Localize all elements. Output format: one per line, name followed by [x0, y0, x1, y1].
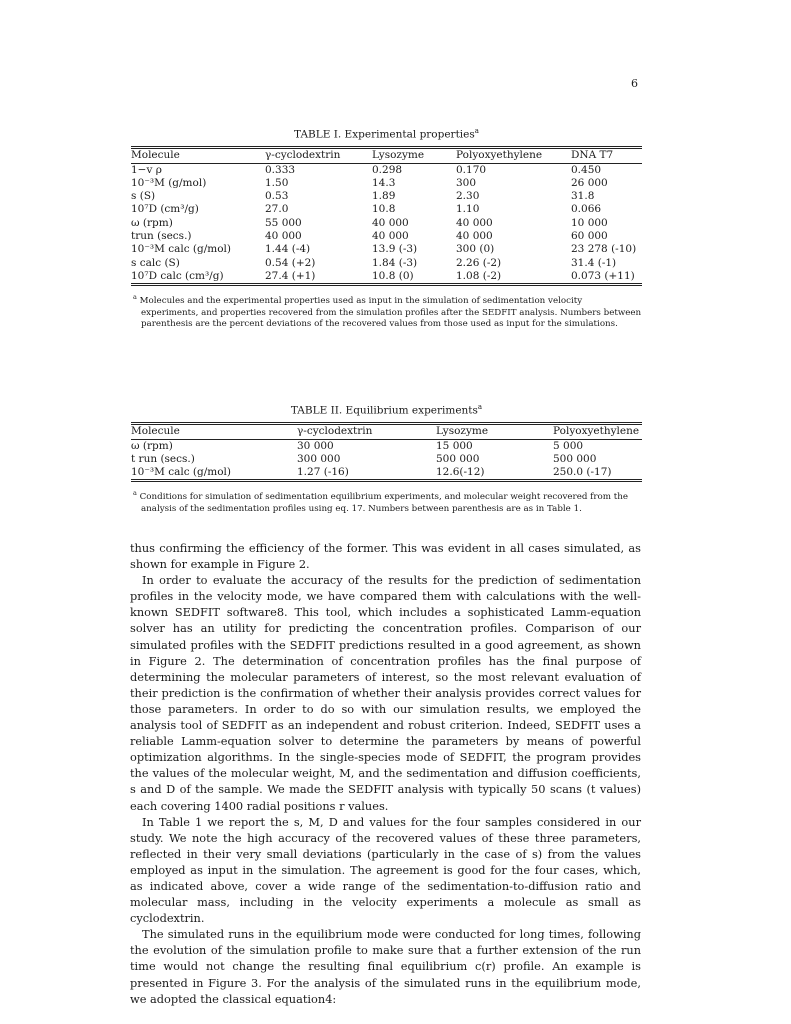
table-cell: 27.0	[265, 203, 289, 216]
column-header: γ-cyclodextrin	[265, 147, 372, 163]
table-cell: 10⁻³M (g/mol)	[131, 176, 207, 189]
table-2-footnote: $^a$ Conditions for simulation of sedimentation equilibrium experiments, and molecular weight recovered from the analysis of the sedimentation profiles using eq. 17. Numbers between parenthesis are as in Table 1.	[133, 489, 628, 514]
table-row	[131, 270, 642, 285]
table-cell: 10 000	[571, 216, 608, 229]
page-number: 6	[631, 77, 638, 90]
table-row	[131, 163, 642, 177]
body-text	[130, 540, 641, 1007]
table-cell: 0.298	[372, 163, 403, 176]
table-row	[131, 190, 642, 203]
column-header: Lysozyme	[436, 423, 553, 439]
table-cell: 10.8 (0)	[372, 269, 414, 282]
table-cell: 10⁻³M calc (g/mol)	[131, 466, 232, 479]
column-header: Lysozyme	[372, 147, 456, 163]
table-cell: 1−v ρ	[131, 163, 162, 176]
table-cell: 0.54 (+2)	[265, 256, 316, 269]
table-2	[131, 403, 642, 515]
table-cell: 13.9 (-3)	[372, 243, 418, 256]
table-row	[131, 230, 642, 243]
table-cell: trun (secs.)	[131, 229, 192, 242]
table-1-grid	[131, 146, 642, 287]
table-cell: 1.50	[265, 176, 289, 189]
table-row	[131, 203, 642, 216]
table-cell: 10⁷D (cm³/g)	[131, 203, 199, 216]
table-cell: 27.4 (+1)	[265, 269, 316, 282]
table-header-row	[131, 423, 642, 439]
table-cell: 12.6(-12)	[436, 466, 485, 479]
column-header: Polyoxyethylene	[456, 147, 571, 163]
table-cell: 1.89	[372, 190, 396, 203]
table-cell: 30 000	[297, 439, 334, 452]
column-header: γ-cyclodextrin	[297, 423, 436, 439]
table-cell: 0.066	[571, 203, 602, 216]
table-1-caption: TABLE I. Experimental properties$^a$	[294, 127, 479, 141]
table-cell: 250.0 (-17)	[553, 466, 612, 479]
table-cell: t run (secs.)	[131, 452, 195, 465]
column-header: Molecule	[131, 423, 297, 439]
table-cell: 23 278 (-10)	[571, 243, 637, 256]
table-cell: 31.4 (-1)	[571, 256, 617, 269]
table-2-grid	[131, 422, 642, 483]
column-header: Molecule	[131, 147, 265, 163]
table-cell: 40 000	[372, 216, 409, 229]
table-cell: 14.3	[372, 176, 396, 189]
table-cell: 10.8	[372, 203, 396, 216]
table-cell: 0.333	[265, 163, 296, 176]
table-row	[131, 177, 642, 190]
table-cell: 0.450	[571, 163, 602, 176]
table-cell: 2.26 (-2)	[456, 256, 502, 269]
table-cell: 10⁷D calc (cm³/g)	[131, 269, 224, 282]
table-cell: 1.84 (-3)	[372, 256, 418, 269]
table-cell: ω (rpm)	[131, 439, 173, 452]
table-cell: 1.10	[456, 203, 480, 216]
table-cell: 0.170	[456, 163, 487, 176]
table-header-row	[131, 147, 642, 163]
table-cell: 40 000	[372, 229, 409, 242]
table-cell: 40 000	[456, 216, 493, 229]
table-cell: 1.27 (-16)	[297, 466, 349, 479]
table-cell: 26 000	[571, 176, 608, 189]
table-cell: 40 000	[456, 229, 493, 242]
table-cell: s calc (S)	[131, 256, 180, 269]
paragraph-2: In order to evaluate the accuracy of the results for the prediction of sedimentation profiles in the velocity mode, we have compared them with calculations with the well-known SEDFIT software8. This tool, which includes a sophisticated Lamm-equation solver has an utility for predicting the concentration profiles. Comparison of our simulated profiles with the SEDFIT predictions resulted in a good agreement, as shown in Figure 2. The determination of concentration profiles has the final purpose of determining the molecular parameters of interest, so the most relevant evaluation of their prediction is the confirmation of whether their analysis provides correct values for those parameters. In order to do so with our simulation results, we employed the analysis tool of SEDFIT as an independent and robust criterion. Indeed, SEDFIT uses a reliable Lamm-equation solver to determine the parameters by means of powerful optimization algorithms. In the single-species mode of SEDFIT, the program provides the values of the molecular weight, M, and the sedimentation and diffusion coefficients, s and D of the sample. We made the SEDFIT analysis with typically 50 scans (t values) each covering 1400 radial positions r values.	[130, 573, 641, 813]
table-cell: 10⁻³M calc (g/mol)	[131, 243, 232, 256]
table-cell: 300 000	[297, 452, 341, 465]
table-cell: 15 000	[436, 439, 473, 452]
table-cell: 0.073 (+11)	[571, 269, 635, 282]
table-cell: 5 000	[553, 439, 584, 452]
table-cell: s (S)	[131, 190, 156, 203]
table-cell: 1.44 (-4)	[265, 243, 311, 256]
table-cell: 60 000	[571, 229, 608, 242]
paragraph-4: The simulated runs in the equilibrium mode were conducted for long times, following the evolution of the simulation profile to make sure that a further extension of the run time would not change the resulting final equilibrium c(r) profile. An example is presented in Figure 3. For the analysis of the simulated runs in the equilibrium mode, we adopted the classical equation4:	[130, 927, 641, 1006]
paragraph-3: In Table 1 we report the s, M, D and values for the four samples considered in our study. We note the high accuracy of the recovered values of these three parameters, reflected in their very small deviations (particularly in the case of s) from the values employed as input in the simulation. The agreement is good for the four cases, which, as indicated above, cover a wide range of the sedimentation-to-diffusion ratio and molecular mass, including in the velocity experiments a molecule as small as cyclodextrin.	[130, 814, 641, 926]
table-cell: 300	[456, 176, 477, 189]
table-cell: 40 000	[265, 229, 302, 242]
table-cell: 500 000	[553, 452, 597, 465]
table-1-footnote: $^a$ Molecules and the experimental properties used as input in the simulation of sedimentation velocity experiments, and properties recovered from the simulation profiles after the SEDFIT analysis. Numbers between parenthesis are the percent deviations of the recovered values from those used as input for the simulations.	[133, 293, 642, 330]
table-1	[131, 127, 642, 331]
table-row	[131, 257, 642, 270]
table-2-caption: TABLE II. Equilibrium experiments$^a$	[290, 403, 483, 417]
table-row	[131, 466, 642, 481]
table-cell: 500 000	[436, 452, 480, 465]
table-cell: 31.8	[571, 190, 595, 203]
column-header: Polyoxyethylene	[553, 423, 642, 439]
table-row	[131, 243, 642, 256]
table-cell: 0.53	[265, 190, 289, 203]
table-cell: 1.08 (-2)	[456, 269, 502, 282]
table-row	[131, 453, 642, 466]
table-cell: 300 (0)	[456, 243, 495, 256]
paragraph-1: thus confirming the efficiency of the former. This was evident in all cases simulated, as shown for example in Figure 2.	[130, 541, 641, 572]
column-header: DNA T7	[571, 147, 642, 163]
table-cell: 2.30	[456, 190, 480, 203]
table-row	[131, 217, 642, 230]
table-cell: 55 000	[265, 216, 302, 229]
table-cell: ω (rpm)	[131, 216, 173, 229]
table-row	[131, 439, 642, 453]
